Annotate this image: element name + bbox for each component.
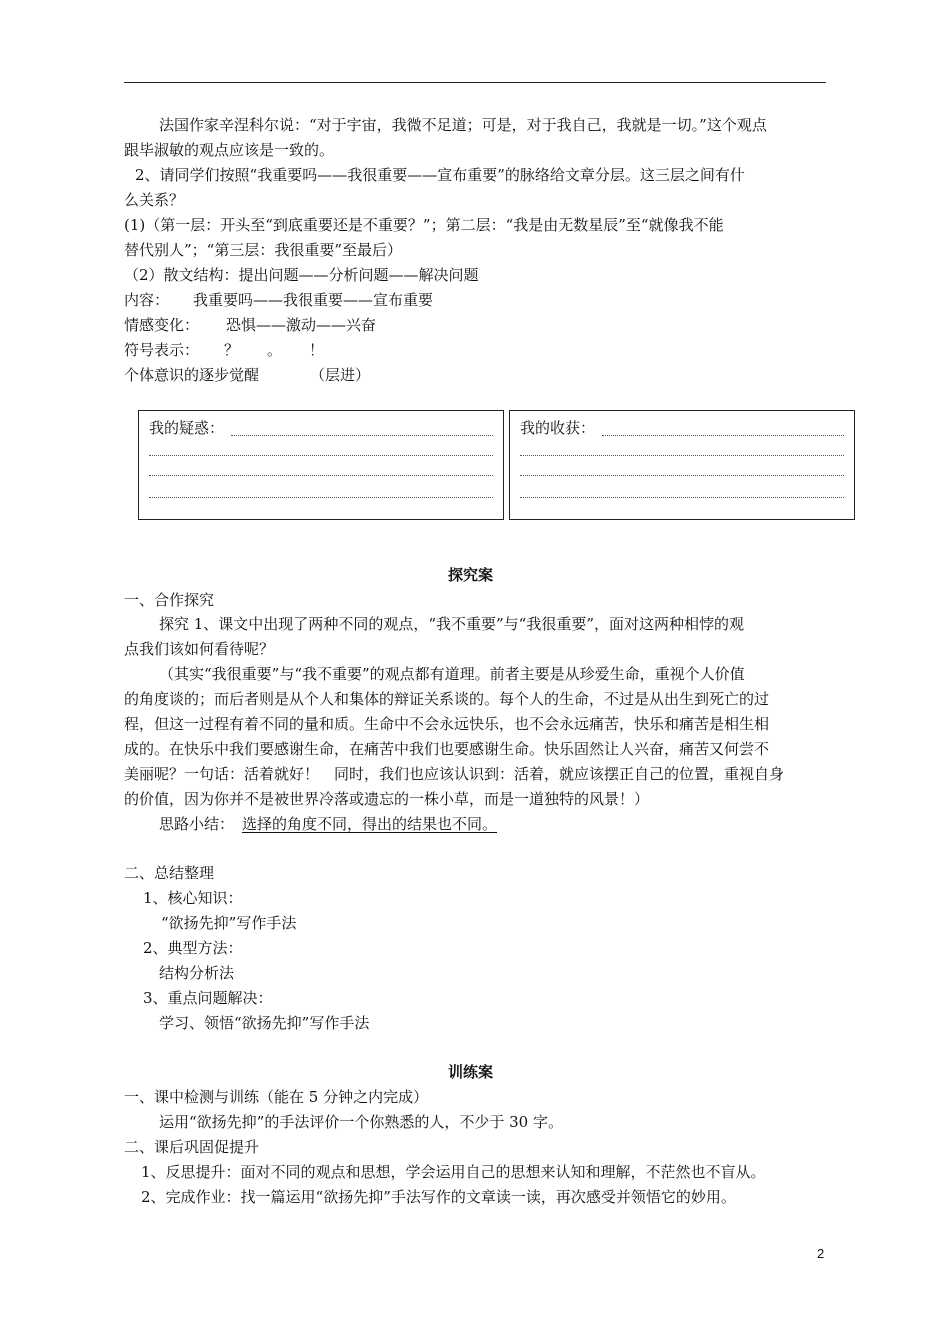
summary-value: 选择的角度不同，得出的结果也不同。 [242,815,498,833]
page-number: 2 [817,1246,825,1261]
content-label: 内容： [124,291,170,309]
doubts-line-4 [149,497,493,498]
method-label: 2、典型方法： [143,939,243,957]
paragraph-quote: 法国作家辛涅科尔说：“对于宇宙，我微不足道；可是，对于我自己，我就是一切。”这个观点 [159,116,767,134]
core-knowledge-label: 1、核心知识： [143,889,243,907]
section-title-tanjiu: 探究案 [448,566,494,584]
answer-1-cont: 替代别人”；“第三层：我很重要”至最后） [124,241,403,259]
header-rule [124,82,826,83]
symbol-question: ？ [224,341,240,359]
question-2-cont: 么关系？ [124,191,185,209]
training-task-2b: 2、完成作业：找一篇运用“欲扬先抑”手法写作的文章读一读，再次感受并领悟它的妙用。 [141,1188,736,1206]
emotion-label: 情感变化： [124,316,200,334]
symbol-exclaim: ！ [309,341,325,359]
answer-1: (1)（第一层：开头至“到底重要还是不重要？”；第二层：“我是由无数星辰”至“就像我不能 [124,216,724,234]
key-problem-value: 学习、领悟“欲扬先抑”写作手法 [159,1014,370,1032]
paragraph-quote-cont: 跟毕淑敏的观点应该是一致的。 [124,141,335,159]
symbol-period: 。 [267,341,283,359]
gains-label: 我的收获： [520,419,596,437]
section-1-heading: 一、合作探究 [124,591,215,609]
training-task-1: 运用“欲扬先抑”的手法评价一个你熟悉的人，不少于 30 字。 [159,1113,563,1131]
explore-1-cont: 点我们该如何看待呢？ [124,640,275,658]
gains-line-4 [520,497,844,498]
training-heading-2: 二、课后巩固促提升 [124,1138,260,1156]
method-value: 结构分析法 [159,964,235,982]
content-value: 我重要吗——我很重要——宣布重要 [193,291,434,309]
gains-line-3 [520,475,844,476]
gains-line-2 [520,455,844,456]
explanation-line-3: 程，但这一过程有着不同的量和质。生命中不会永远快乐，也不会永远痛苦，快乐和痛苦是相生相 [124,715,770,733]
explore-1: 探究 1、课文中出现了两种不同的观点，“我不重要”与“我很重要”，面对这两种相悖的观 [159,615,744,633]
core-knowledge-value: “欲扬先抑”写作手法 [161,914,297,932]
answer-2: （2）散文结构：提出问题——分析问题——解决问题 [124,266,479,284]
key-problem-label: 3、重点问题解决： [143,989,273,1007]
symbol-label: 符号表示： [124,341,200,359]
section-title-xunlian: 训练案 [448,1063,494,1081]
gains-line-1 [602,435,844,436]
doubts-line-1 [231,435,493,436]
doubts-line-2 [149,455,493,456]
doubts-box[interactable] [138,410,504,520]
explanation-line-1: （其实“我很重要”与“我不重要”的观点都有道理。前者主要是从珍爱生命，重视个人价值 [159,665,745,683]
explanation-line-5: 美丽呢？一句话：活着就好！ 同时，我们也应该认识到：活着，就应该摆正自己的位置，重视自身 [124,765,785,783]
doubts-label: 我的疑惑： [149,419,225,437]
gains-box[interactable] [509,410,855,520]
explanation-line-6: 的价值，因为你并不是被世界冷落或遗忘的一株小草，而是一道独特的风景！） [124,790,650,808]
training-heading-1: 一、课中检测与训练（能在 5 分钟之内完成） [124,1088,429,1106]
summary-label: 思路小结： [159,815,235,833]
section-2-heading: 二、总结整理 [124,864,215,882]
explanation-line-2: 的角度谈的；而后者则是从个人和集体的辩证关系谈的。每个人的生命，不过是从出生到死亡的过 [124,690,770,708]
doubts-line-3 [149,475,493,476]
awake-note: （层进） [310,366,371,384]
awake-text: 个体意识的逐步觉醒 [124,366,260,384]
training-task-2a: 1、反思提升：面对不同的观点和思想，学会运用自己的思想来认知和理解，不茫然也不盲从。 [141,1163,766,1181]
emotion-value: 恐惧——激动——兴奋 [226,316,377,334]
question-2: 2、请同学们按照“我重要吗——我很重要——宣布重要”的脉络给文章分层。这三层之间有什 [135,166,745,184]
explanation-line-4: 成的。在快乐中我们要感谢生命，在痛苦中我们也要感谢生命。快乐固然让人兴奋，痛苦又何尝不 [124,740,770,758]
